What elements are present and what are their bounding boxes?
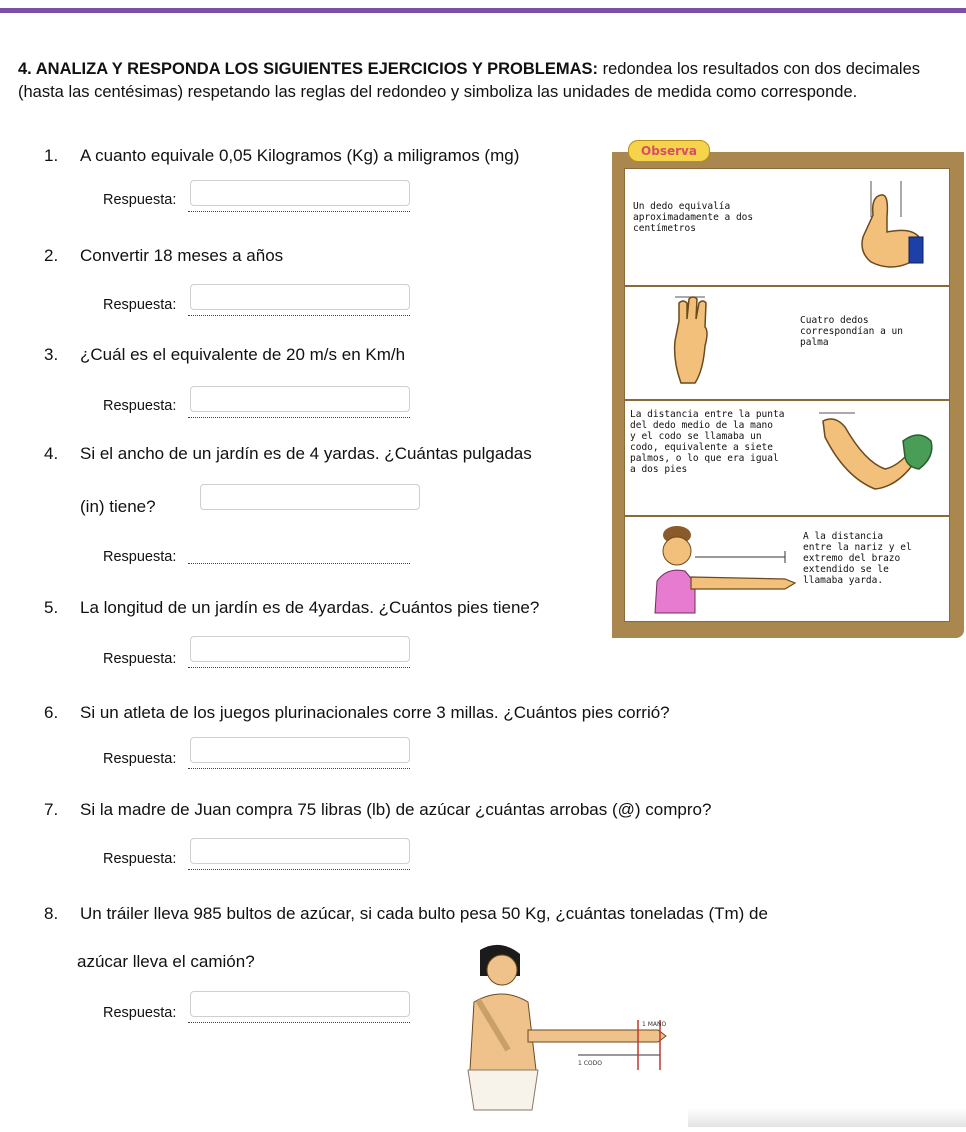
question-2: 2. Convertir 18 meses a años bbox=[44, 246, 284, 265]
answer-field-1[interactable] bbox=[188, 180, 410, 214]
observa-card-codo bbox=[624, 400, 950, 516]
top-accent-bar bbox=[0, 8, 966, 13]
question-7: 7. Si la madre de Juan compra 75 libras (lb) de azúcar ¿cuántas arrobas (@) compro? bbox=[44, 800, 712, 819]
answer-box-4[interactable] bbox=[200, 484, 420, 510]
answer-label-5: Respuesta: bbox=[103, 651, 177, 667]
question-8-continued: azúcar lleva el camión? bbox=[77, 952, 255, 971]
question-1: 1. A cuanto equivale 0,05 Kilogramos (Kg) a miligramos (mg) bbox=[44, 146, 520, 165]
card-codo-text: La distancia entre la punta del dedo medio de la mano y el codo se llamaba un codo, equivalente a siete palmos, o lo que era igual a dos pies bbox=[630, 409, 785, 475]
observa-card-palma bbox=[624, 286, 950, 400]
observa-card-yarda bbox=[624, 516, 950, 622]
forearm-icon bbox=[815, 407, 945, 511]
observa-badge: Observa bbox=[628, 140, 710, 162]
answer-label-8: Respuesta: bbox=[103, 1005, 177, 1021]
card-palma-text: Cuatro dedos correspondían a un palma bbox=[800, 315, 903, 348]
answer-field-2[interactable] bbox=[188, 284, 410, 318]
palm-hand-icon bbox=[665, 291, 755, 395]
answer-field-8[interactable] bbox=[188, 991, 410, 1025]
answer-field-7[interactable] bbox=[188, 838, 410, 872]
question-4-continued: (in) tiene? bbox=[80, 497, 156, 516]
mano-label: 1 MANO bbox=[642, 1021, 667, 1028]
answer-label-4: Respuesta: bbox=[103, 549, 177, 565]
answer-label-2: Respuesta: bbox=[103, 297, 177, 313]
answer-field-5[interactable] bbox=[188, 636, 410, 670]
question-8: 8. Un tráiler lleva 985 bultos de azúcar, si cada bulto pesa 50 Kg, ¿cuántas toneladas (Tm) de bbox=[44, 904, 768, 923]
observa-card-dedo bbox=[624, 168, 950, 286]
question-3: 3. ¿Cuál es el equivalente de 20 m/s en Km/h bbox=[44, 345, 406, 364]
answer-label-6: Respuesta: bbox=[103, 751, 177, 767]
question-6: 6. Si un atleta de los juegos plurinacionales corre 3 millas. ¿Cuántos pies corrió? bbox=[44, 703, 670, 722]
card-dedo-text: Un dedo equivalía aproximadamente a dos centímetros bbox=[633, 201, 754, 234]
answer-field-6[interactable] bbox=[188, 737, 410, 771]
card-yarda-text: A la distancia entre la nariz y el extremo del brazo extendido se le llamaba yarda. bbox=[803, 531, 912, 586]
answer-field-3[interactable] bbox=[188, 386, 410, 420]
page-edge-shadow bbox=[688, 1108, 966, 1127]
answer-label-7: Respuesta: bbox=[103, 851, 177, 867]
answer-label-1: Respuesta: bbox=[103, 192, 177, 208]
question-4: 4. Si el ancho de un jardín es de 4 yardas. ¿Cuántas pulgadas bbox=[44, 444, 532, 463]
instructions: 4. ANALIZA Y RESPONDA LOS SIGUIENTES EJERCICIOS Y PROBLEMAS: redondea los resultados con dos decimales (hasta las centésimas) respetando las reglas del redondeo y simboliza las unidades de medida como corresponde. bbox=[18, 60, 920, 101]
question-5: 5. La longitud de un jardín es de 4yardas. ¿Cuántos pies tiene? bbox=[44, 598, 540, 617]
codo-label: 1 CODO bbox=[578, 1060, 602, 1067]
egyptian-cubit-figure bbox=[428, 930, 688, 1127]
cubit-illustration bbox=[428, 930, 688, 1127]
answer-label-3: Respuesta: bbox=[103, 398, 177, 414]
answer-line-4[interactable] bbox=[188, 563, 410, 564]
yard-figure-icon bbox=[635, 521, 815, 617]
finger-hand-icon bbox=[841, 177, 941, 277]
